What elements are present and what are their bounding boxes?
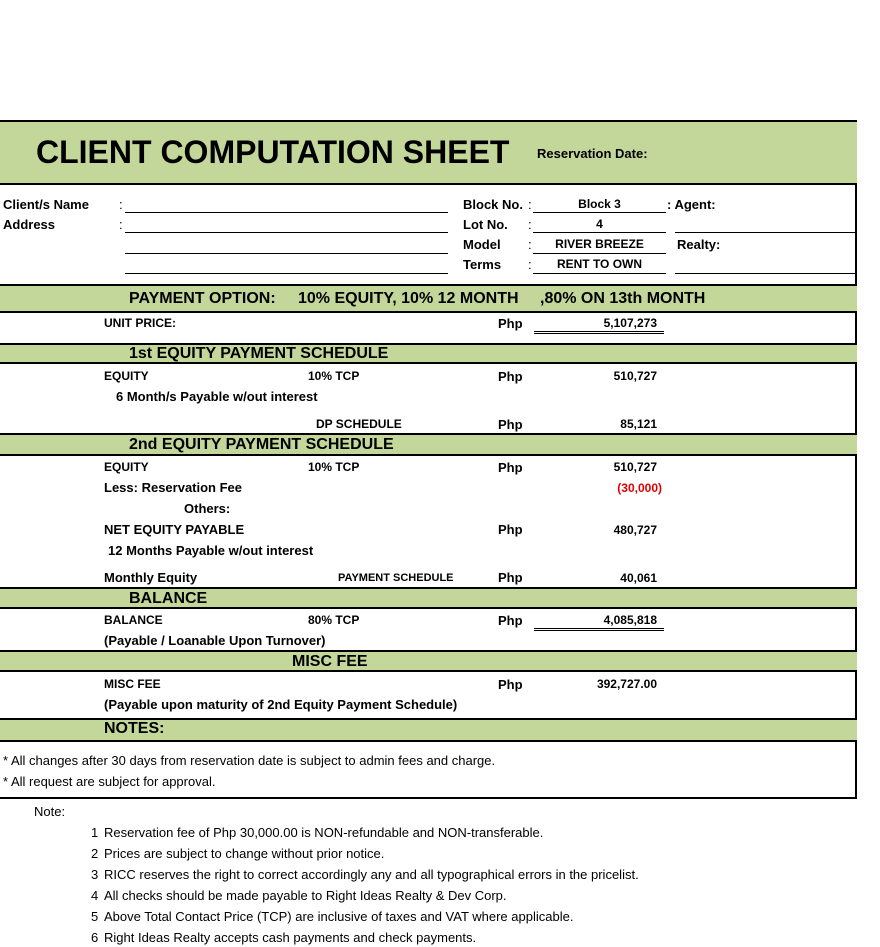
footer-item-text: Above Total Contact Price (TCP) are inclusive of taxes and VAT where applicable. (104, 909, 574, 924)
reservation-date-label: Reservation Date: (537, 146, 648, 161)
footer-item-number: 5 (91, 909, 99, 924)
monthly-equity-label: Monthly Equity (104, 570, 198, 585)
misc-fee-label: MISC FEE (104, 677, 161, 691)
address-field-3[interactable] (125, 273, 448, 274)
footer-item-text: Prices are subject to change without prior notice. (104, 846, 385, 861)
tcp-label: 10% TCP (308, 369, 360, 383)
footer-item-number: 3 (91, 867, 99, 882)
balance-value: 4,085,818 (603, 613, 657, 627)
address-field-1[interactable] (125, 232, 448, 233)
tcp-label: 80% TCP (308, 613, 360, 627)
reservation-fee-label: Less: Reservation Fee (104, 480, 243, 495)
unit-price-label: UNIT PRICE: (104, 316, 176, 330)
address-label: Address (3, 217, 56, 232)
misc-fee-heading: MISC FEE (292, 653, 368, 670)
realty-field[interactable] (675, 273, 857, 274)
payment-option-label: PAYMENT OPTION: (129, 290, 276, 307)
footer-item-text: RICC reserves the right to correct accordingly any and all typographical errors in the pricelist. (104, 867, 639, 882)
misc-fee-bar (0, 650, 857, 672)
others-label: Others: (184, 501, 231, 516)
dp-schedule-value: 85,121 (620, 417, 657, 431)
model-label: Model (463, 237, 501, 252)
net-equity-value: 480,727 (613, 523, 657, 537)
second-equity-heading: 2nd EQUITY PAYMENT SCHEDULE (129, 436, 394, 453)
currency-label: Php (498, 677, 523, 692)
model-underline (533, 253, 666, 254)
footer-item-text: Reservation fee of Php 30,000.00 is NON-refundable and NON-transferable. (104, 825, 544, 840)
lot-label: Lot No. (463, 217, 508, 232)
first-equity-heading: 1st EQUITY PAYMENT SCHEDULE (129, 345, 389, 362)
page-title: CLIENT COMPUTATION SHEET (36, 134, 510, 170)
footer-item-number: 4 (91, 888, 99, 903)
block-underline (533, 212, 666, 213)
months-payable-label: 6 Month/s Payable w/out interest (116, 389, 318, 404)
currency-label: Php (498, 316, 523, 331)
dp-schedule-label: DP SCHEDULE (316, 417, 402, 431)
currency-label: Php (498, 613, 523, 628)
balance-heading: BALANCE (129, 590, 208, 607)
double-underline (534, 628, 664, 631)
currency-label: Php (498, 522, 523, 537)
currency-label: Php (498, 417, 523, 432)
misc-fee-value: 392,727.00 (596, 677, 657, 691)
unit-price-value: 5,107,273 (603, 316, 657, 330)
footer-item-text: Right Ideas Realty accepts cash payments and check payments. (104, 930, 477, 945)
colon: : (528, 197, 532, 212)
currency-label: Php (498, 369, 523, 384)
agent-label: : Agent: (667, 197, 716, 212)
footer-item-text: All checks should be made payable to Right Ideas Realty & Dev Corp. (104, 888, 507, 903)
colon: : (528, 237, 532, 252)
currency-label: Php (498, 570, 523, 585)
terms-underline (533, 273, 666, 274)
footer-item-number: 1 (91, 825, 99, 840)
client-name-field[interactable] (125, 212, 448, 213)
colon: : (119, 197, 123, 212)
block-label: Block No. (463, 197, 523, 212)
reservation-fee-value: (30,000) (617, 481, 662, 495)
terms-value: RENT TO OWN (556, 257, 643, 271)
agent-field[interactable] (675, 232, 857, 233)
notes-heading: NOTES: (104, 720, 165, 737)
realty-label: Realty: (677, 237, 721, 252)
monthly-equity-value: 40,061 (620, 571, 657, 585)
footer-note-label: Note: (34, 804, 66, 819)
months-payable-label: 12 Months Payable w/out interest (108, 543, 314, 558)
lot-underline (533, 232, 666, 233)
equity-value: 510,727 (613, 460, 657, 474)
note-line: * All request are subject for approval. (3, 774, 216, 789)
tcp-label: 10% TCP (308, 460, 360, 474)
currency-label: Php (498, 460, 523, 475)
payment-option-value: 10% EQUITY, 10% 12 MONTH (298, 290, 519, 307)
net-equity-label: NET EQUITY PAYABLE (104, 522, 245, 537)
balance-note: (Payable / Loanable Upon Turnover) (104, 633, 326, 648)
balance-label: BALANCE (104, 613, 163, 627)
colon: : (119, 217, 123, 232)
footer-item-number: 6 (91, 930, 99, 945)
equity-label: EQUITY (104, 460, 149, 474)
lot-value: 4 (596, 217, 603, 231)
terms-label: Terms (463, 257, 502, 272)
client-name-label: Client/s Name (3, 197, 89, 212)
block-value: Block 3 (578, 197, 621, 211)
equity-label: EQUITY (104, 369, 149, 383)
colon: : (528, 257, 532, 272)
address-field-2[interactable] (125, 253, 448, 254)
payment-schedule-label: PAYMENT SCHEDULE (338, 572, 454, 584)
footer-item-number: 2 (91, 846, 99, 861)
equity-value: 510,727 (613, 369, 657, 383)
model-value: RIVER BREEZE (555, 237, 644, 251)
note-line: * All changes after 30 days from reservation date is subject to admin fees and charge. (3, 753, 496, 768)
colon: : (528, 217, 532, 232)
double-underline (534, 331, 664, 334)
payment-option-value-2: ,80% ON 13th MONTH (540, 290, 706, 307)
misc-fee-note: (Payable upon maturity of 2nd Equity Payment Schedule) (104, 697, 458, 712)
